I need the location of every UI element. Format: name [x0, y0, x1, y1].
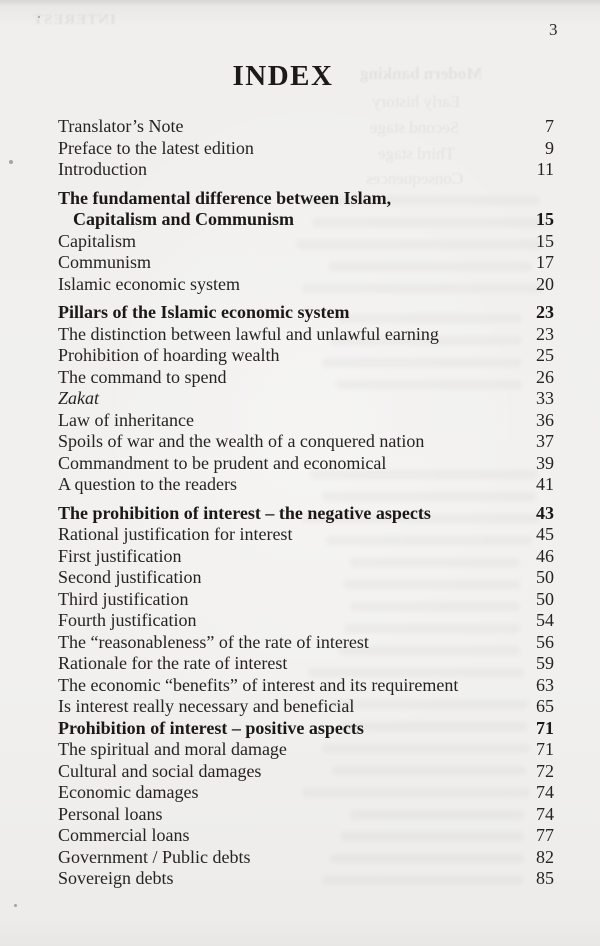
- toc-entry-label: Third justification: [58, 588, 189, 609]
- toc-entry-label: Is interest really necessary and beneficial: [58, 696, 355, 716]
- toc-entry-page: 85: [536, 868, 554, 888]
- toc-entry: [58, 138, 554, 160]
- toc-entry-label: Communism: [58, 252, 152, 272]
- toc-entry-label: The spiritual and moral damage: [58, 739, 287, 759]
- toc-entry: [58, 567, 554, 589]
- toc-entry: [58, 252, 554, 274]
- toc-entry: [58, 782, 554, 804]
- toc-entry-label: Rational justification for interest: [58, 524, 293, 544]
- toc-entry: [58, 345, 554, 367]
- toc-entry: [58, 546, 554, 568]
- bleedthrough-line: Early history: [372, 92, 461, 111]
- toc-entry: [58, 388, 554, 410]
- toc-entry-page: 50: [536, 588, 554, 609]
- toc-entry: [58, 367, 554, 389]
- toc-entry: [58, 116, 554, 138]
- toc-entry-page: 39: [536, 452, 554, 473]
- toc-entry-label: First justification: [58, 545, 182, 566]
- toc-entry: [58, 610, 554, 632]
- toc-entry-label: The economic “benefits” of interest and its requirement: [58, 674, 459, 695]
- scan-speck: [14, 904, 17, 907]
- toc-entry: [58, 739, 554, 761]
- toc-entry: [58, 589, 554, 611]
- toc-entry: [58, 804, 554, 826]
- toc-entry-label: Prohibition of hoarding wealth: [58, 345, 280, 365]
- toc-entry: [58, 503, 554, 525]
- toc-entry: [58, 761, 554, 783]
- toc-entry-label: Commercial loans: [58, 825, 190, 845]
- bleedthrough-line: Third stage: [378, 144, 455, 163]
- toc-entry-label: The distinction between lawful and unlawful earning: [58, 323, 439, 344]
- toc-entry-label: Cultural and social damages: [58, 760, 262, 781]
- toc-entry: [58, 302, 554, 324]
- toc-entry: [58, 653, 554, 675]
- toc-entry-label: Economic damages: [58, 782, 199, 802]
- toc-entry-label: Pillars of the Islamic economic system: [58, 302, 350, 322]
- toc-entry-page: 71: [536, 739, 554, 759]
- toc-entry-page: 59: [536, 653, 554, 673]
- toc-entry-page: 26: [536, 366, 554, 387]
- toc-entry: [58, 696, 554, 718]
- toc-entry: [58, 453, 554, 475]
- toc-entry-page: 63: [536, 674, 554, 695]
- bleedthrough-line: Modern banking: [360, 64, 483, 83]
- bleedthrough-header: INTEREST: [32, 12, 116, 28]
- toc-entry-page: 82: [536, 846, 554, 867]
- toc-entry-page: 25: [536, 345, 554, 365]
- toc-entry-label: Second justification: [58, 567, 202, 587]
- toc-entry-page: 71: [536, 717, 554, 738]
- toc-entry-page: 33: [536, 388, 554, 408]
- toc-entry-label: The prohibition of interest – the negative aspects: [58, 502, 431, 523]
- toc-entry-page: 15: [536, 230, 554, 251]
- page-number: 3: [549, 20, 558, 39]
- toc-entry-page: 15: [536, 209, 554, 229]
- toc-entry-page: 65: [536, 696, 554, 716]
- toc-entry-page: 45: [536, 524, 554, 544]
- toc-entry-label: Islamic economic system: [58, 273, 240, 294]
- toc-entry-page: 54: [536, 610, 554, 630]
- toc-entry: [58, 159, 554, 181]
- toc-entry-label: Prohibition of interest – positive aspects: [58, 717, 364, 738]
- toc-entry: [58, 524, 554, 546]
- toc-entry-label: Fourth justification: [58, 610, 197, 630]
- toc-entry: [58, 675, 554, 697]
- toc-entry-page: 43: [536, 502, 554, 523]
- toc-entry-line2: [58, 209, 554, 231]
- toc-entry-page: 11: [536, 159, 554, 179]
- toc-entry-page: 74: [536, 782, 554, 802]
- toc-entry-page: 23: [536, 323, 554, 344]
- toc-entry-label: Sovereign debts: [58, 868, 174, 888]
- toc-entry-page: 17: [536, 252, 554, 272]
- toc-entry: [58, 868, 554, 890]
- bleedthrough-line: Second stage: [370, 118, 460, 137]
- page-title: INDEX: [232, 60, 334, 92]
- toc-entry-page: 74: [536, 803, 554, 824]
- toc-entry-label: Capitalism and Communism: [73, 209, 295, 229]
- toc-entry-label: A question to the readers: [58, 474, 237, 494]
- toc-entry-page: 50: [536, 567, 554, 587]
- toc-entry-label: The fundamental difference between Islam,: [58, 187, 392, 208]
- scan-speck: [9, 160, 13, 164]
- toc-entry-label: Spoils of war and the wealth of a conquered nation: [58, 431, 425, 451]
- toc-entry-label: Translator’s Note: [58, 116, 184, 136]
- toc-entry: [58, 188, 554, 210]
- toc-entry-page: 23: [536, 302, 554, 322]
- toc-entry-label: Rationale for the rate of interest: [58, 653, 288, 673]
- toc-entry: [58, 231, 554, 253]
- toc-entry: [58, 410, 554, 432]
- toc-entry-label: Introduction: [58, 159, 147, 179]
- toc-entry-label: Personal loans: [58, 803, 163, 824]
- toc-entry-label: Preface to the latest edition: [58, 137, 254, 158]
- toc-entry-label: Law of inheritance: [58, 409, 194, 430]
- toc-entry-page: 77: [536, 825, 554, 845]
- toc-entry-page: 41: [536, 474, 554, 494]
- scan-speck: [38, 16, 40, 18]
- toc-entry-page: 20: [536, 273, 554, 294]
- toc-entry-label: Commandment to be prudent and economical: [58, 452, 387, 473]
- toc-list: [58, 116, 554, 890]
- toc-entry: [58, 847, 554, 869]
- toc-entry-page: 37: [536, 431, 554, 451]
- bleedthrough-line: Consequences: [366, 169, 464, 188]
- toc-entry-page: 72: [536, 760, 554, 781]
- toc-entry-label: Zakat: [58, 388, 100, 408]
- toc-entry: [58, 632, 554, 654]
- toc-entry: [58, 474, 554, 496]
- toc-entry: [58, 324, 554, 346]
- toc-entry-label: Capitalism: [58, 230, 136, 251]
- toc-entry-label: The “reasonableness” of the rate of interest: [58, 631, 369, 652]
- toc-entry-page: 46: [536, 545, 554, 566]
- toc-entry: [58, 825, 554, 847]
- toc-entry: [58, 431, 554, 453]
- toc-entry-label: Government / Public debts: [58, 846, 251, 867]
- toc-entry-page: 9: [545, 137, 554, 158]
- toc-entry: [58, 274, 554, 296]
- toc-entry: [58, 718, 554, 740]
- toc-entry-page: 36: [536, 409, 554, 430]
- toc-entry-page: 7: [545, 116, 554, 136]
- toc-entry-page: 56: [536, 631, 554, 652]
- toc-entry-label: The command to spend: [58, 366, 227, 387]
